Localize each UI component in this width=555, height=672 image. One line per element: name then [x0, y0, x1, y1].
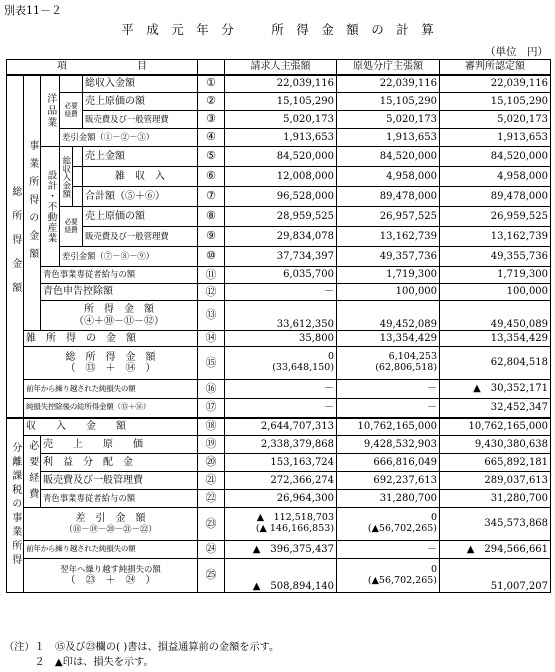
- spacer: [73, 187, 83, 207]
- claimant-value: ▲ 508,894,140: [225, 559, 337, 593]
- tribunal-value: 31,280,700: [440, 490, 551, 508]
- row-label: 差引金額（①－②－③）: [60, 129, 198, 147]
- table-row: [7, 472, 551, 490]
- claimant-value: 12,008,000: [225, 167, 337, 187]
- original-value: －: [337, 399, 440, 418]
- tribunal-value: 1,719,300: [440, 267, 551, 284]
- page-title: 平 成 元 年 分 所 得 金 額 の 計 算: [121, 22, 434, 37]
- claimant-value-before: (▲ 146,166,853): [255, 523, 335, 534]
- original-value: 10,762,165,000: [337, 418, 440, 436]
- tribunal-value: 665,892,181: [440, 454, 551, 472]
- original-value: 49,452,089: [337, 301, 440, 331]
- footnote-1: （注）１ ⑮及び㉓欄の( )書は、損益通算前の金額を示す。: [4, 642, 280, 653]
- header-item: 項 目: [7, 60, 198, 75]
- original-value: 666,816,049: [337, 454, 440, 472]
- claimant-value-before: (33,648,150): [272, 362, 335, 373]
- original-value: 13,354,429: [337, 331, 440, 347]
- claimant-value: 37,734,397: [225, 247, 337, 267]
- table-row: [7, 167, 551, 187]
- row-label: 販売費及び一般管理費: [83, 111, 198, 129]
- spacer: [73, 147, 83, 167]
- tribunal-value: 4,958,000: [440, 167, 551, 187]
- tribunal-value: 9,430,380,638: [440, 436, 551, 454]
- table-row: [7, 187, 551, 207]
- tribunal-value: 49,450,089: [440, 301, 551, 331]
- original-value-after: 0: [430, 512, 438, 524]
- row-label: 売上原価の額: [83, 207, 198, 227]
- claimant-value: 153,163,724: [225, 454, 337, 472]
- group-necessary-costs: 必要経費: [24, 436, 41, 508]
- table-row: [7, 559, 551, 593]
- claimant-value: 272,366,274: [225, 472, 337, 490]
- tribunal-value: 289,037,613: [440, 472, 551, 490]
- table-row: [7, 508, 551, 541]
- original-value-before: (▲56,702,265): [367, 523, 438, 534]
- table-row: [7, 490, 551, 508]
- claimant-value: －: [225, 284, 337, 301]
- claimant-value-after: 0: [327, 351, 335, 363]
- row-number: ①: [198, 75, 225, 93]
- claimant-value: 29,834,078: [225, 227, 337, 247]
- row-label-main: 翌年へ繰り越す純損失の額: [60, 563, 161, 574]
- table-row: [7, 147, 551, 167]
- group-design-realestate: 設計・不動産業: [41, 147, 60, 267]
- row-number: ⑭: [198, 331, 225, 347]
- tribunal-value: ▲ 30,352,171: [440, 380, 551, 399]
- tribunal-value: 5,020,173: [440, 111, 551, 129]
- row-number: ⑦: [198, 187, 225, 207]
- group-necessary-costs-1: 必要経費: [60, 93, 83, 129]
- row-label: [41, 301, 198, 331]
- table-row: [7, 207, 551, 227]
- claimant-value: 5,020,173: [225, 111, 337, 129]
- row-number: ⑯: [198, 380, 225, 399]
- original-value-after: 6,104,253: [388, 351, 438, 363]
- original-value: [337, 347, 440, 380]
- row-label: [24, 559, 198, 593]
- tribunal-value: 51,007,207: [440, 559, 551, 593]
- row-number: ③: [198, 111, 225, 129]
- claimant-value-after: ▲ 112,518,703: [256, 512, 335, 524]
- tribunal-value: 26,959,525: [440, 207, 551, 227]
- tribunal-value: 89,478,000: [440, 187, 551, 207]
- original-value-after: 0: [430, 563, 438, 575]
- row-label: 収 入 金 額: [24, 418, 198, 436]
- footnotes: [4, 640, 279, 670]
- row-label: 雑 収 入: [83, 167, 198, 187]
- tribunal-value: 49,355,736: [440, 247, 551, 267]
- original-value: －: [337, 380, 440, 399]
- table-row: [7, 380, 551, 399]
- row-label: 総収入金額: [83, 75, 198, 93]
- header-original: 原処分庁主張額: [337, 60, 440, 75]
- row-number: ㉕: [198, 559, 225, 593]
- original-value: [337, 559, 440, 593]
- footnote-2: ２ ▲印は、損失を示す。: [4, 657, 154, 668]
- row-number: ⑩: [198, 247, 225, 267]
- row-label-formula: （ ⑬ ＋ ⑭ ）: [65, 363, 156, 374]
- table-row: [7, 93, 551, 111]
- row-label-formula: （ ㉓ ＋ ㉔ ）: [65, 574, 156, 586]
- claimant-value: 6,035,700: [225, 267, 337, 284]
- table-row: [7, 301, 551, 331]
- table-row: [7, 399, 551, 418]
- original-value: 84,520,000: [337, 147, 440, 167]
- row-label: 青色申告控除額: [41, 284, 198, 301]
- original-value: [337, 508, 440, 541]
- original-value: 49,357,736: [337, 247, 440, 267]
- original-value: 4,958,000: [337, 167, 440, 187]
- original-value: 22,039,116: [337, 75, 440, 93]
- row-number: ⑥: [198, 167, 225, 187]
- table-row: [7, 418, 551, 436]
- group-total-income: 総所得金額: [7, 75, 24, 418]
- row-label: 青色事業専従者給与の額: [41, 490, 198, 508]
- group-business-income: 事業所得の金額: [24, 75, 41, 331]
- row-label: 前年から繰り越された純損失の額: [24, 380, 198, 399]
- header-number: [198, 60, 225, 75]
- claimant-value: [225, 347, 337, 380]
- row-label: 青色事業専従者給与の額: [41, 267, 198, 284]
- original-value: 89,478,000: [337, 187, 440, 207]
- row-label: 前年から繰り越された純損失の額: [24, 541, 198, 559]
- row-label: [24, 508, 198, 541]
- claimant-value: 15,105,290: [225, 93, 337, 111]
- group-necessary-costs-2: 必要経費: [60, 207, 83, 247]
- table-row: [7, 347, 551, 380]
- table-row: [7, 75, 551, 93]
- original-value: 13,162,739: [337, 227, 440, 247]
- row-number: ④: [198, 129, 225, 147]
- table-row: [7, 267, 551, 284]
- original-value: －: [337, 541, 440, 559]
- row-number: ⑬: [198, 301, 225, 331]
- claimant-value: －: [225, 380, 337, 399]
- claimant-value: ▲ 396,375,437: [225, 541, 337, 559]
- claimant-value: 22,039,116: [225, 75, 337, 93]
- group-separate-taxation: 分離課税の事業所得: [7, 418, 24, 593]
- tribunal-value: 1,913,653: [440, 129, 551, 147]
- claimant-value: 33,612,350: [225, 301, 337, 331]
- row-number: ⑨: [198, 227, 225, 247]
- row-label: 利 益 分 配 金: [41, 454, 198, 472]
- claimant-value: [225, 508, 337, 541]
- original-value: 692,237,613: [337, 472, 440, 490]
- row-label-main: 総 所 得 金 額: [65, 351, 156, 363]
- tribunal-value: 10,762,165,000: [440, 418, 551, 436]
- spacer: [73, 167, 83, 187]
- tribunal-value: ▲ 294,566,661: [440, 541, 551, 559]
- original-value: 1,719,300: [337, 267, 440, 284]
- tribunal-value: 15,105,290: [440, 93, 551, 111]
- row-number: ⑱: [198, 418, 225, 436]
- row-label: 売上金額: [83, 147, 198, 167]
- original-value: 1,913,653: [337, 129, 440, 147]
- row-label: 販売費及び一般管理費: [41, 472, 198, 490]
- table-header-row: [7, 60, 551, 75]
- table-row: [7, 111, 551, 129]
- group-gross-revenue: 総収入金額: [60, 147, 73, 207]
- row-number: ⑮: [198, 347, 225, 380]
- original-value: 9,428,532,903: [337, 436, 440, 454]
- spacer: [60, 75, 83, 93]
- tribunal-value: 13,354,429: [440, 331, 551, 347]
- row-number: ㉑: [198, 472, 225, 490]
- document-reference: 別表11－２: [4, 4, 62, 17]
- tribunal-value: 32,452,347: [440, 399, 551, 418]
- claimant-value: 26,964,300: [225, 490, 337, 508]
- original-value: 15,105,290: [337, 93, 440, 111]
- row-number: ㉔: [198, 541, 225, 559]
- claimant-value: 84,520,000: [225, 147, 337, 167]
- row-number: ⑧: [198, 207, 225, 227]
- tribunal-value: 13,162,739: [440, 227, 551, 247]
- row-label-main: 差 引 金 額: [75, 513, 146, 525]
- row-number: ⑲: [198, 436, 225, 454]
- row-number: ㉓: [198, 508, 225, 541]
- table-row: [7, 541, 551, 559]
- original-value-before: (▲56,702,265): [367, 574, 438, 586]
- row-label: [24, 347, 198, 380]
- original-value-before: (62,806,518): [375, 362, 438, 373]
- tribunal-value: 345,573,868: [440, 508, 551, 541]
- row-label: 差引金額（⑦－⑧－⑨）: [60, 247, 198, 267]
- table-row: [7, 284, 551, 301]
- header-tribunal: 審判所認定額: [440, 60, 551, 75]
- tribunal-value: 62,804,518: [440, 347, 551, 380]
- claimant-value: 2,644,707,313: [225, 418, 337, 436]
- row-label: 純損失控除後の総所得金額（⑮＋⑯）: [24, 399, 198, 418]
- original-value: 5,020,173: [337, 111, 440, 129]
- row-label: 売 上 原 価: [41, 436, 198, 454]
- row-number: ⑳: [198, 454, 225, 472]
- header-claimant: 請求人主張額: [225, 60, 337, 75]
- income-calculation-table: [6, 59, 551, 593]
- row-number: ㉒: [198, 490, 225, 508]
- original-value: 26,957,525: [337, 207, 440, 227]
- table-row: [7, 454, 551, 472]
- tribunal-value: 22,039,116: [440, 75, 551, 93]
- table-row: [7, 247, 551, 267]
- original-value: 100,000: [337, 284, 440, 301]
- claimant-value: 28,959,525: [225, 207, 337, 227]
- table-row: [7, 227, 551, 247]
- row-label: 雑 所 得 の 金 額: [24, 331, 198, 347]
- claimant-value: －: [225, 399, 337, 418]
- row-label-formula: （④＋⑩－⑪－⑫）: [74, 315, 165, 327]
- table-row: [7, 436, 551, 454]
- row-label-main: 所 得 金 額: [84, 304, 155, 315]
- group-western-goods: 洋品業: [41, 75, 60, 147]
- row-label: 売上原価の額: [83, 93, 198, 111]
- row-label: 販売費及び一般管理費: [83, 227, 198, 247]
- row-number: ②: [198, 93, 225, 111]
- claimant-value: 96,528,000: [225, 187, 337, 207]
- row-number: ⑤: [198, 147, 225, 167]
- tribunal-value: 84,520,000: [440, 147, 551, 167]
- claimant-value: 35,800: [225, 331, 337, 347]
- row-number: ⑰: [198, 399, 225, 418]
- table-row: [7, 129, 551, 147]
- tribunal-value: 100,000: [440, 284, 551, 301]
- row-label: 合計額（⑤＋⑥）: [83, 187, 198, 207]
- claimant-value: 2,338,379,868: [225, 436, 337, 454]
- table-row: [7, 331, 551, 347]
- row-number: ⑪: [198, 267, 225, 284]
- unit-label: （単位 円）: [485, 46, 548, 58]
- claimant-value: 1,913,653: [225, 129, 337, 147]
- row-label-formula: （⑱－⑲－⑳－㉑－㉒）: [64, 523, 157, 534]
- row-number: ⑫: [198, 284, 225, 301]
- original-value: 31,280,700: [337, 490, 440, 508]
